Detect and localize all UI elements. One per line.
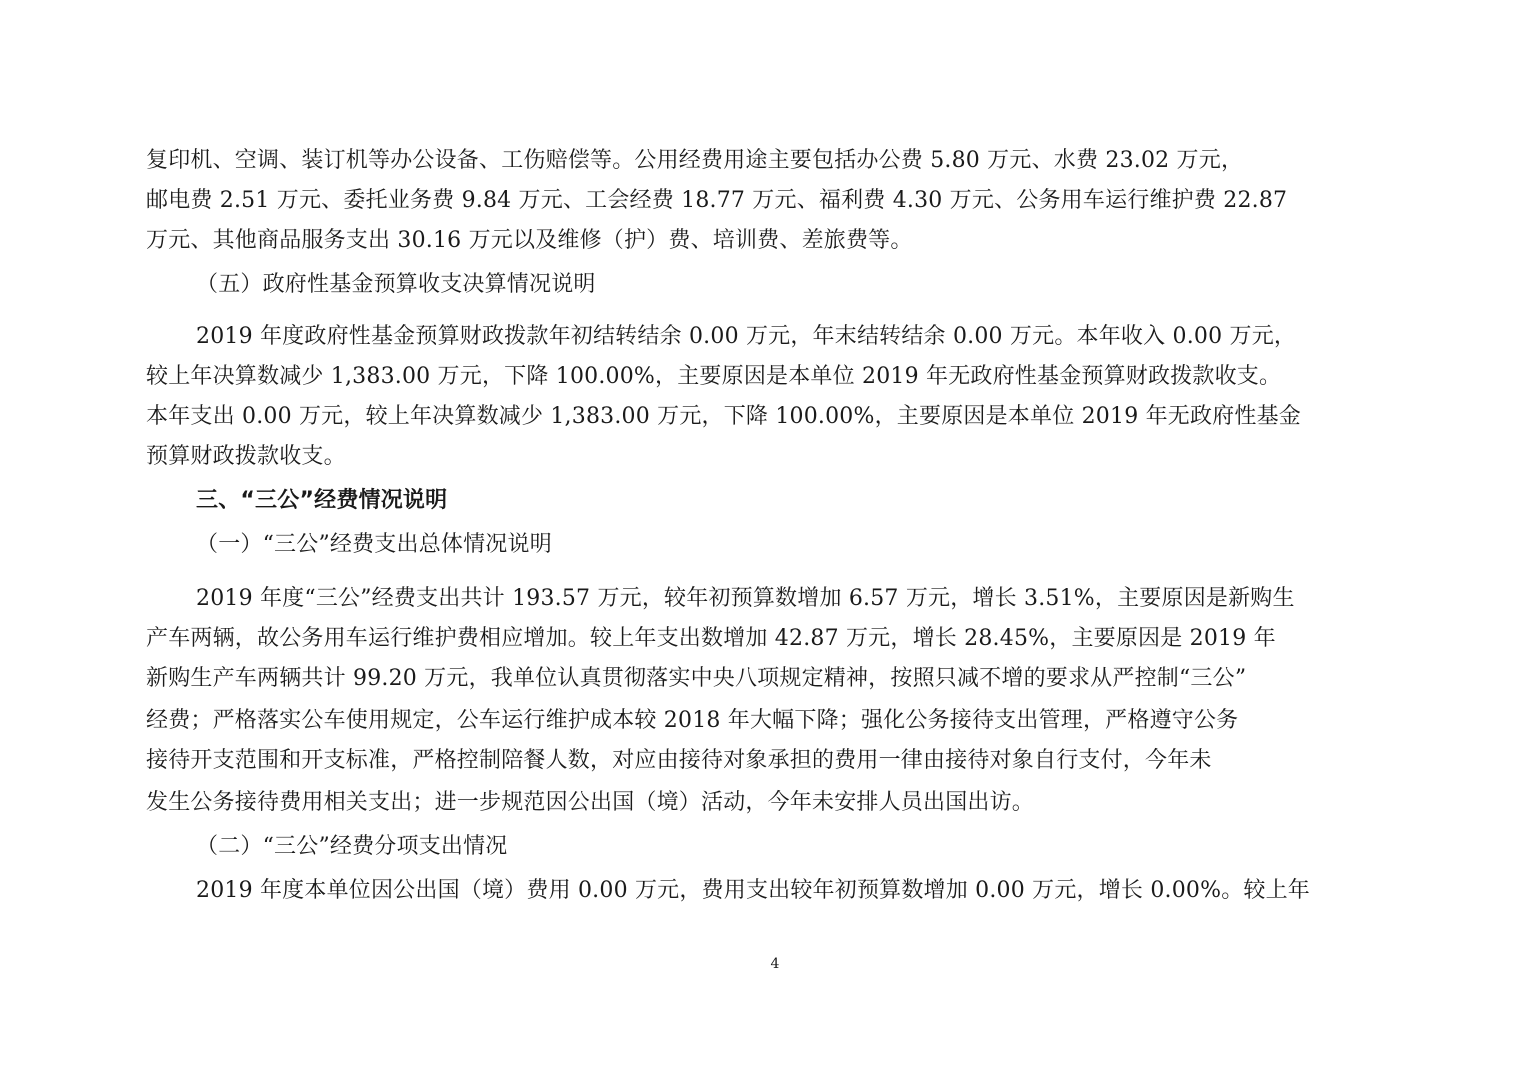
paragraph-line: 经费；严格落实公车使用规定，公车运行维护成本较 2018 年大幅下降；强化公务接待支出管理，严格遵守公务 xyxy=(146,708,1239,733)
section-heading-5: （五）政府性基金预算收支决算情况说明 xyxy=(196,272,596,297)
paragraph-line: 产车两辆，故公务用车运行维护费相应增加。较上年支出数增加 42.87 万元，增长 28.45%，主要原因是 2019 年 xyxy=(146,626,1276,651)
paragraph-line: 邮电费 2.51 万元、委托业务费 9.84 万元、工会经费 18.77 万元、福利费 4.30 万元、公务用车运行维护费 22.87 xyxy=(146,188,1288,213)
paragraph-line: 2019 年度本单位因公出国（境）费用 0.00 万元，费用支出较年初预算数增加 0.00 万元，增长 0.00%。较上年 xyxy=(196,878,1311,903)
paragraph-line: 2019 年度“三公”经费支出共计 193.57 万元，较年初预算数增加 6.57 万元，增长 3.51%，主要原因是新购生 xyxy=(196,586,1295,611)
page-number: 4 xyxy=(770,956,780,972)
paragraph-line: 本年支出 0.00 万元，较上年决算数减少 1,383.00 万元，下降 100.00%，主要原因是本单位 2019 年无政府性基金 xyxy=(146,404,1301,429)
section-heading-3: 三、“三公”经费情况说明 xyxy=(196,488,448,513)
paragraph-line: 2019 年度政府性基金预算财政拨款年初结转结余 0.00 万元，年末结转结余 0.00 万元。本年收入 0.00 万元， xyxy=(196,324,1297,349)
subsection-heading-2: （二）“三公”经费分项支出情况 xyxy=(196,834,508,859)
paragraph-line: 发生公务接待费用相关支出；进一步规范因公出国（境）活动，今年未安排人员出国出访。 xyxy=(146,790,1035,815)
paragraph-line: 预算财政拨款收支。 xyxy=(146,444,346,469)
paragraph-line: 万元、其他商品服务支出 30.16 万元以及维修（护）费、培训费、差旅费等。 xyxy=(146,228,913,253)
paragraph-line: 较上年决算数减少 1,383.00 万元，下降 100.00%，主要原因是本单位 2019 年无政府性基金预算财政拨款收支。 xyxy=(146,364,1282,389)
paragraph-line: 新购生产车两辆共计 99.20 万元，我单位认真贯彻落实中央八项规定精神，按照只减不增的要求从严控制“三公” xyxy=(146,666,1247,691)
subsection-heading-1: （一）“三公”经费支出总体情况说明 xyxy=(196,532,552,557)
paragraph-line: 复印机、空调、装订机等办公设备、工伤赔偿等。公用经费用途主要包括办公费 5.80 万元、水费 23.02 万元， xyxy=(146,148,1244,173)
paragraph-line: 接待开支范围和开支标准，严格控制陪餐人数，对应由接待对象承担的费用一律由接待对象自行支付，今年未 xyxy=(146,748,1212,773)
